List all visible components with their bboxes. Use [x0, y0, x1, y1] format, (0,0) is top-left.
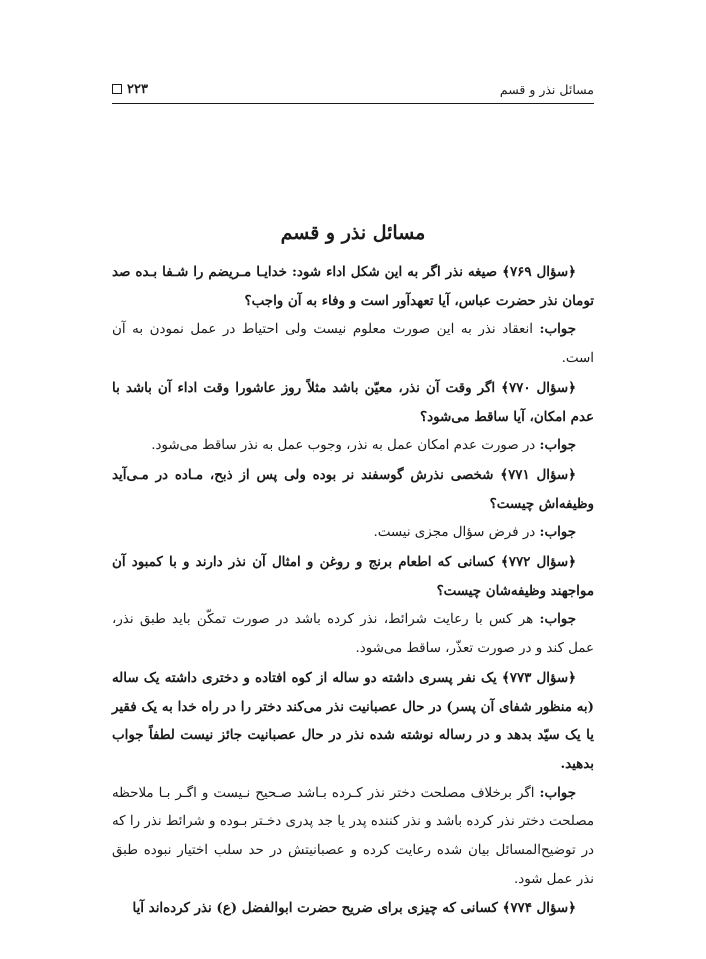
answer-label: جواب: — [539, 611, 576, 628]
answer-paragraph — [112, 605, 594, 663]
answer-label: جواب: — [539, 437, 576, 454]
question-paragraph — [112, 374, 594, 431]
answer-paragraph — [112, 315, 594, 373]
answer-text: هر کس با رعایت شرائط، نذر کرده باشد در صورت تمکّن باید طبق نذر، عمل کند و در صورت تعذّر، ساقط می‌شود. — [112, 612, 594, 657]
question-number: ﴿سؤال ۷۷۲﴾ — [500, 554, 576, 571]
page-number: ۲۲۳ — [127, 81, 148, 97]
page-number-group — [112, 82, 148, 97]
header-rule — [112, 103, 594, 104]
question-text: کسانی که اطعام برنج و روغن و امثال آن نذر دارند و با کمبود آن مواجهند وظیفه‌شان چیست؟ — [112, 554, 594, 599]
square-box-icon — [112, 84, 122, 94]
answer-text: در صورت عدم امکان عمل به نذر، وجوب عمل به نذر ساقط می‌شود. — [151, 438, 540, 454]
question-number: ﴿سؤال ۷۷۳﴾ — [501, 669, 576, 686]
question-text: صیغه نذر اگر به این شکل اداء شود: خدایـا مـریضم را شـفا بـده صد تومان نذر حضرت عباس، آیا تعهدآور است و وفاء به آن واجب؟ — [112, 264, 594, 309]
answer-label: جواب: — [539, 321, 576, 338]
question-paragraph — [112, 461, 594, 518]
answer-label: جواب: — [539, 784, 576, 801]
question-text: شخصی نذرش گوسفند نر بوده ولی پس از ذبح، مـاده در مـی‌آید وظیفه‌اش چیست؟ — [112, 466, 594, 512]
answer-text: اگر برخلاف مصلحت دختر نذر کـرده بـاشد صـحیح نـیست و اگـر بـا ملاحظه مصلحت دختر نذر کرده باشد و نذر کننده پدر یا جد پدری دخـتر بـوده و شرائط نذر را که در توضیح‌المسائل بیان شده رعایت کرده و عصبانیتش در حد سلب اختیار نبوده طبق نذر عمل شود. — [112, 785, 594, 887]
question-paragraph — [112, 664, 594, 779]
question-number: ﴿سؤال ۷۷۴﴾ — [502, 900, 576, 917]
question-text: اگر وقت آن نذر، معیّن باشد مثلاً روز عاشورا وقت اداء آن باشد با عدم امکان، آیا ساقط می‌شود؟ — [112, 379, 594, 425]
answer-paragraph — [112, 518, 594, 548]
question-text: کسانی که چیزی برای ضریح حضرت ابوالفضل (ع) نذر کرده‌اند آیا — [132, 900, 503, 917]
answer-text: در فرض سؤال مجزی نیست. — [373, 525, 540, 541]
question-paragraph — [112, 258, 594, 315]
answer-label: جواب: — [539, 524, 576, 541]
answer-paragraph — [112, 431, 594, 461]
question-paragraph — [112, 548, 594, 605]
question-number: ﴿سؤال ۷۶۹﴾ — [502, 264, 576, 280]
question-text: یک نفر پسری داشته دو ساله از کوه افتاده و دختری داشته یک ساله (به منظور شفای آن پسر) در حال عصبانیت نذر می‌کند دختر را در راه خدا به یک فقیر یا یک سیّد بدهد و در رساله نوشته شده نذر در حال عصبانیت جائز نیست لطفاً جواب بدهید. — [112, 669, 594, 772]
answer-paragraph — [112, 779, 594, 895]
running-title: مسائل نذر و قسم — [499, 81, 594, 97]
section-title: مسائل نذر و قسم — [280, 222, 426, 244]
question-number: ﴿سؤال ۷۷۰﴾ — [501, 379, 576, 396]
question-paragraph — [112, 894, 594, 923]
question-number: ﴿سؤال ۷۷۱﴾ — [500, 466, 576, 483]
answer-text: انعقاد نذر به این صورت معلوم نیست ولی احتیاط در عمل نمودن به آن است. — [112, 322, 594, 367]
qa-content — [112, 258, 594, 923]
running-header — [112, 78, 594, 100]
